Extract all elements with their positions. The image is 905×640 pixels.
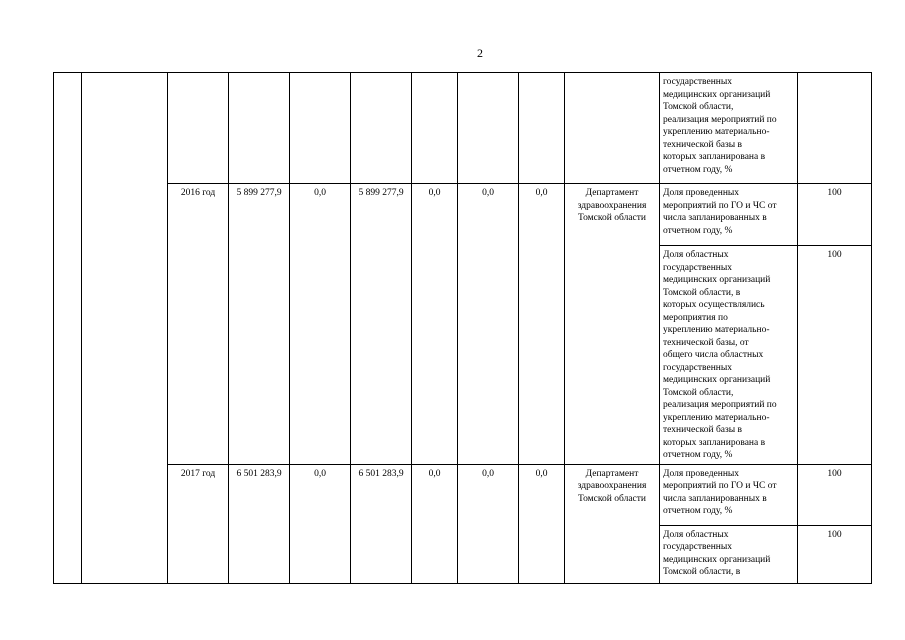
value-cell: 0,0 xyxy=(412,464,458,583)
value-cell: 0,0 xyxy=(290,464,351,583)
table-cell-number xyxy=(54,73,82,584)
value-cell: 0,0 xyxy=(412,184,458,465)
indicator-text-cell xyxy=(660,246,798,465)
table-cell-task xyxy=(82,73,168,584)
table-row-continued xyxy=(54,73,872,184)
department-text: Департамент здравоохранения Томской области xyxy=(577,468,647,504)
table-cell xyxy=(290,73,351,184)
department-cell xyxy=(565,184,660,465)
table-cell xyxy=(798,73,872,184)
page-number: 2 xyxy=(477,46,483,60)
budget-table xyxy=(53,72,872,584)
table-cell xyxy=(519,73,565,184)
value-cell: 0,0 xyxy=(458,184,519,465)
year-cell: 2017 год xyxy=(168,464,229,583)
table-cell xyxy=(168,73,229,184)
indicator-text: Доля областных государственных медицинских организаций Томской области, в которых осуществлялись мероприятия по укреплению материально- технической базы, от общего числа областных государственных медицинских организаций Томской области, реализация мероприятий по укреплению материально- технической базы в которых запланирована в отчетном году, % xyxy=(663,250,777,460)
total-cell: 6 501 283,9 xyxy=(229,464,290,583)
table-row-2017 xyxy=(54,464,872,525)
department-text: Департамент здравоохранения Томской области xyxy=(577,188,647,223)
value-cell: 5 899 277,9 xyxy=(351,184,412,465)
indicator-text-cell xyxy=(660,73,798,184)
indicator-value: 100 xyxy=(798,525,872,583)
value-cell: 6 501 283,9 xyxy=(351,464,412,583)
total-cell: 5 899 277,9 xyxy=(229,184,290,465)
indicator-value: 100 xyxy=(798,464,872,525)
indicator-text-cell xyxy=(660,464,798,525)
indicator-text: Доля областных государственных медицинских организаций Томской области, в xyxy=(663,529,771,577)
indicator-text: Доля проведенных мероприятий по ГО и ЧС от числа запланированных в отчетном году, % xyxy=(663,468,777,516)
indicator-text: государственных медицинских организаций Томской области, реализация мероприятий по укреплению материально- технической базы в которых запланирована в отчетном году, % xyxy=(663,77,777,175)
year-cell: 2016 год xyxy=(168,184,229,465)
indicator-text-cell xyxy=(660,184,798,246)
department-cell xyxy=(565,464,660,583)
indicator-value: 100 xyxy=(798,246,872,465)
table-cell xyxy=(458,73,519,184)
table-row-2016 xyxy=(54,184,872,246)
table-cell xyxy=(351,73,412,184)
table-cell xyxy=(565,73,660,184)
table-cell xyxy=(412,73,458,184)
indicator-text-cell xyxy=(660,525,798,583)
indicator-value: 100 xyxy=(798,184,872,246)
table-cell xyxy=(229,73,290,184)
value-cell: 0,0 xyxy=(458,464,519,583)
value-cell: 0,0 xyxy=(519,464,565,583)
value-cell: 0,0 xyxy=(290,184,351,465)
indicator-text: Доля проведенных мероприятий по ГО и ЧС от числа запланированных в отчетном году, % xyxy=(663,188,777,236)
value-cell: 0,0 xyxy=(519,184,565,465)
